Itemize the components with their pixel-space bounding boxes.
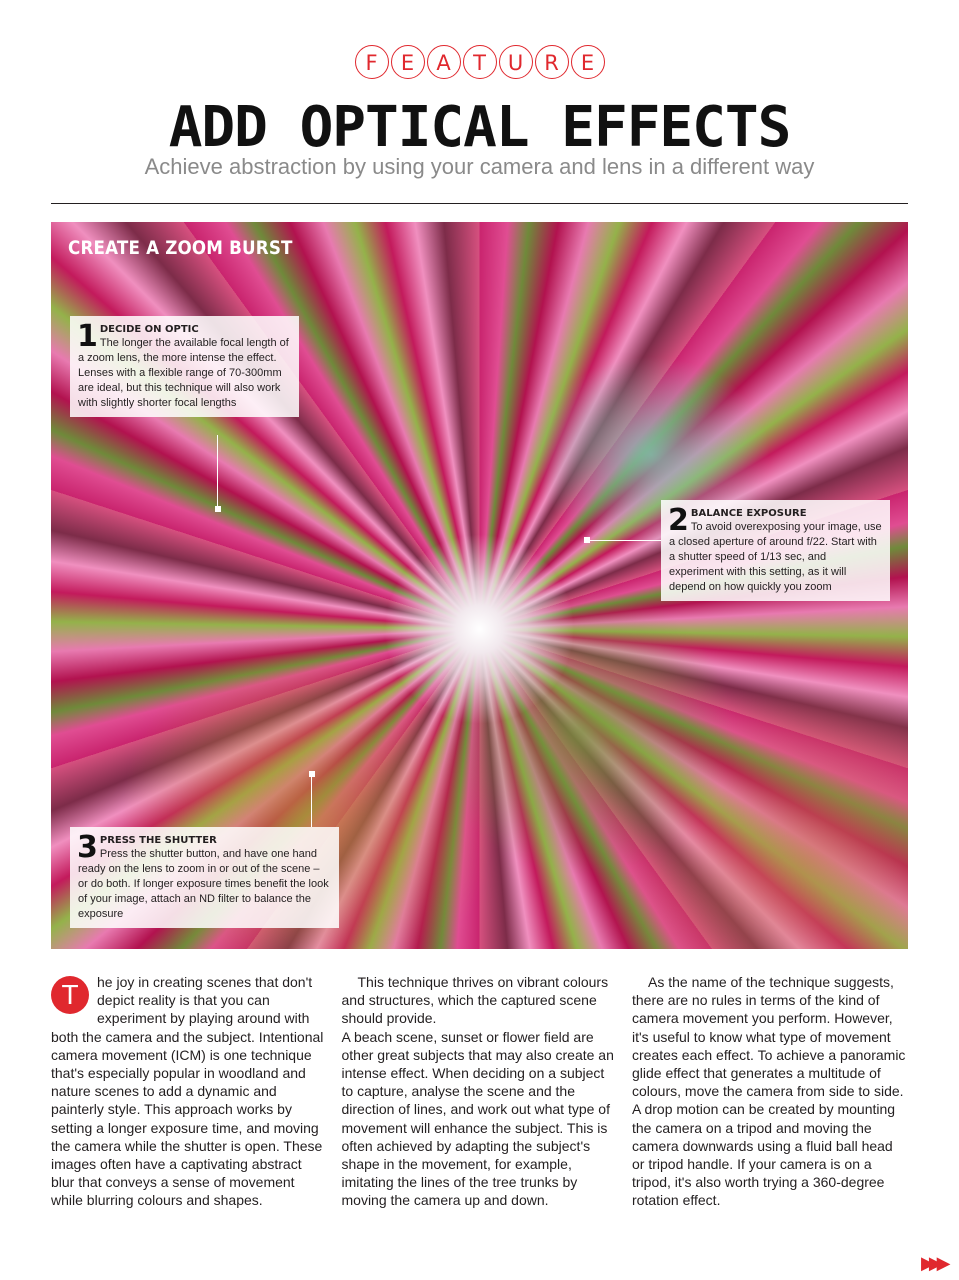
- body-column-2: [342, 973, 618, 1210]
- callout-press-the-shutter: [70, 827, 339, 928]
- callout-balance-exposure: [661, 500, 890, 601]
- standfirst: Achieve abstraction by using your camera and lens in a different way: [144, 154, 815, 179]
- photo-title: CREATE A ZOOM BURST: [68, 237, 293, 259]
- body-paragraph: As the name of the technique suggests, there are no rules in terms of the kind of camera movement you perform. However, it's useful to know what type of movement creates each effect. To achieve a panoramic glide effect that generates a multitude of colours, move the camera from side to side. A drop motion can be created by mounting the camera on a tripod and moving the camera downwards using a fluid ball head or tripod handle. If your camera is on a tripod, it's also worth trying a 360-degree rotation effect.: [632, 974, 906, 1209]
- callout-text: To avoid overexposing your image, use a closed aperture of around f/22. Start with a shutter speed of 1/13 sec, and experiment with this setting, as it will depend on how quickly you zoom: [669, 521, 882, 593]
- callout-leader-dot: [215, 506, 221, 512]
- page-headline: ADD OPTICAL EFFECTS: [168, 95, 791, 160]
- callout-leader-dot: [584, 537, 590, 543]
- kicker-letter: E: [391, 45, 425, 79]
- callout-leader-line: [588, 540, 661, 541]
- body-column-1: [51, 973, 327, 1210]
- callout-title: DECIDE ON OPTIC: [99, 324, 199, 335]
- callout-decide-on-optic: [70, 316, 299, 417]
- callout-number: 3: [77, 830, 98, 865]
- callout-title: BALANCE EXPOSURE: [690, 508, 807, 519]
- callout-title: PRESS THE SHUTTER: [99, 835, 217, 846]
- zoom-burst-photo: [51, 222, 908, 949]
- callout-number: 2: [668, 503, 689, 538]
- body-text: he joy in creating scenes that don't depict reality is that you can experiment by playing around with both the camera and the subject. Intentional camera movement (ICM) is one technique that's especially popular in woodland and nature scenes to add a dynamic and painterly style. This approach works by setting a longer exposure time, and moving the camera while the shutter is open. These images often have a captivating abstract blur that conveys a sense of movement while blurring colours and shapes.: [51, 974, 324, 1209]
- feature-kicker: [0, 45, 959, 79]
- kicker-letter: T: [463, 45, 497, 79]
- callout-leader-line: [311, 775, 312, 827]
- drop-cap: T: [51, 976, 89, 1014]
- callout-leader-line: [217, 435, 218, 508]
- body-paragraph: This technique thrives on vibrant colours and structures, which the captured scene should provide.: [341, 974, 609, 1027]
- kicker-letter: F: [355, 45, 389, 79]
- next-page-arrows-icon[interactable]: ▶▶▶: [921, 1253, 945, 1273]
- kicker-letter: U: [499, 45, 533, 79]
- body-paragraph: [51, 973, 327, 1210]
- callout-text: Press the shutter button, and have one hand ready on the lens to zoom in or out of the scene – or do both. If longer exposure times benefit the look of your image, attach an ND filter to balance the exposure: [78, 848, 329, 920]
- kicker-letter: R: [535, 45, 569, 79]
- article-body: [51, 973, 908, 1210]
- header-divider: [51, 203, 908, 204]
- callout-number: 1: [77, 319, 98, 354]
- kicker-letter: A: [427, 45, 461, 79]
- kicker-letter: E: [571, 45, 605, 79]
- body-column-3: [632, 973, 908, 1210]
- body-paragraph: A beach scene, sunset or flower field are other great subjects that may also create an intense effect. When deciding on a subject to capture, analyse the scene and the direction of lines, and work out what type of movement will enhance the subject. This is often achieved by adapting the subject's shape in the movement, for example, imitating the lines of the tree trunks by moving the camera up and down.: [341, 1028, 614, 1209]
- callout-leader-dot: [309, 771, 315, 777]
- callout-text: The longer the available focal length of a zoom lens, the more intense the effect. Lenses with a flexible range of 70-300mm are ideal, but this technique will also work with slightly shorter focal lengths: [78, 337, 289, 409]
